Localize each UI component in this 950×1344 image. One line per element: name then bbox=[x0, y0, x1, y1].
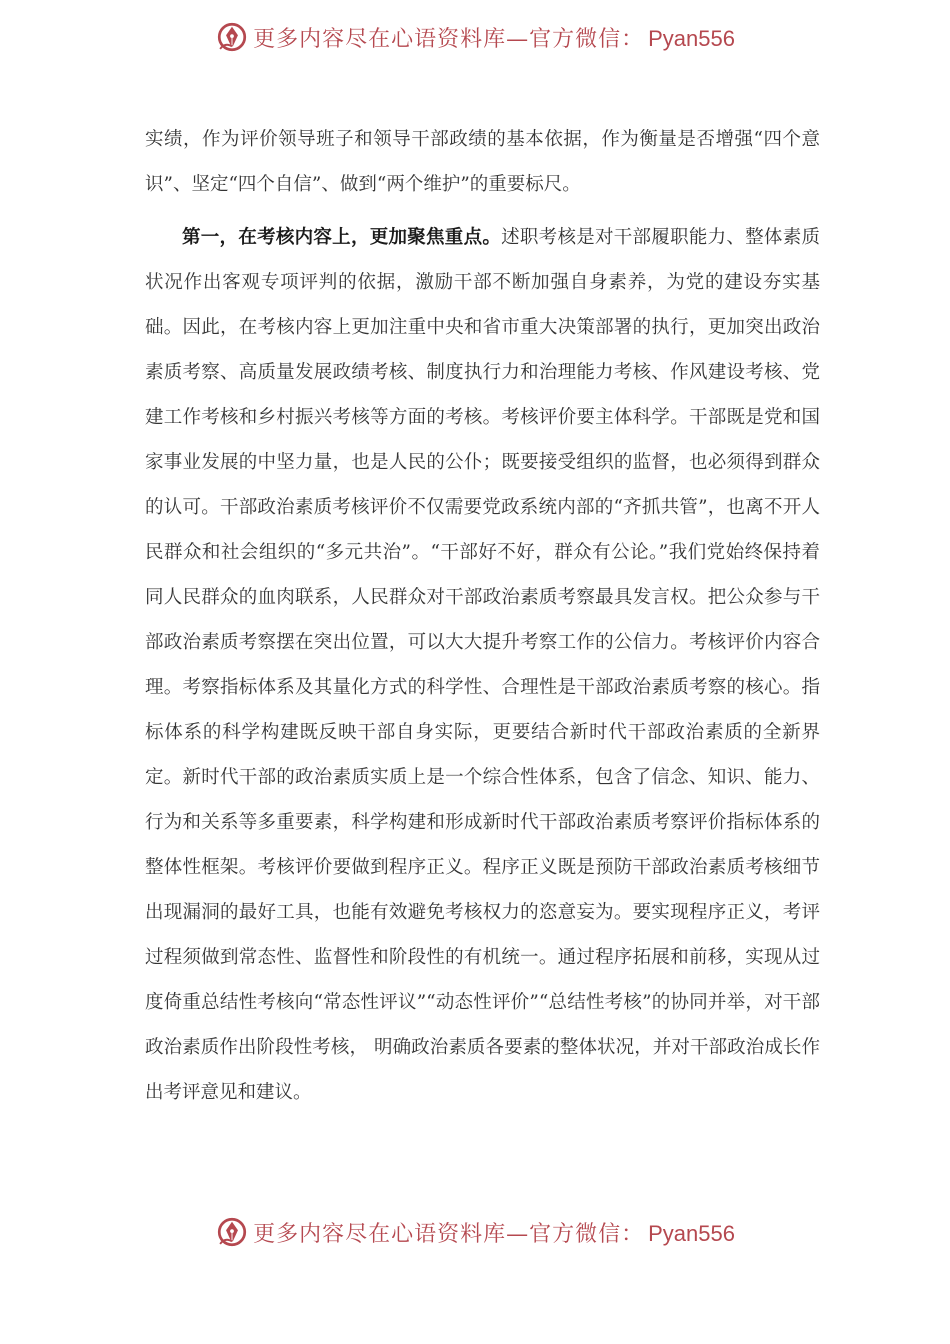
pen-nib-logo-icon bbox=[215, 1215, 249, 1249]
header-wechat-id: Pyan556 bbox=[648, 25, 735, 51]
paragraph-2 bbox=[145, 215, 820, 1115]
header-site-name: 更多内容尽在心语资料库—官方微信： bbox=[253, 26, 645, 52]
footer-banner bbox=[0, 1207, 950, 1257]
paragraph-1: 实绩，作为评价领导班子和领导干部政绩的基本依据，作为衡量是否增强“四个意识”、坚定“四个自信”、做到“两个维护”的重要标尺。 bbox=[145, 129, 820, 195]
header-banner-text bbox=[253, 22, 735, 53]
document-body bbox=[145, 117, 820, 1115]
footer-site-name: 更多内容尽在心语资料库—官方微信： bbox=[253, 1221, 645, 1247]
footer-wechat-id: Pyan556 bbox=[648, 1220, 735, 1246]
pen-nib-logo-icon bbox=[215, 20, 249, 54]
paragraph-2-heading: 第一，在考核内容上，更加聚焦重点。 bbox=[182, 227, 502, 248]
paragraph-2-text: 述职考核是对干部履职能力、整体素质状况作出客观专项评判的依据，激励干部不断加强自身素养，为党的建设夯实基础。因此，在考核内容上更加注重中央和省市重大决策部署的执行，更加突出政治素质考察、高质量发展政绩考核、制度执行力和治理能力考核、作风建设考核、党建工作考核和乡村振兴考核等方面的考核。考核评价要主体科学。干部既是党和国家事业发展的中坚力量，也是人民的公仆；既要接受组织的监督，也必须得到群众的认可。干部政治素质考核评价不仅需要党政系统内部的“齐抓共管”，也离不开人民群众和社会组织的“多元共治”。“干部好不好，群众有公论。”我们党始终保持着同人民群众的血肉联系，人民群众对干部政治素质考察最具发言权。把公众参与干部政治素质考察摆在突出位置，可以大大提升考察工作的公信力。考核评价内容合理。考察指标体系及其量化方式的科学性、合理性是干部政治素质考察的核心。指标体系的科学构建既反映干部自身实际，更要结合新时代干部政治素质的全新界定。新时代干部的政治素质实质上是一个综合性体系，包含了信念、知识、能力、行为和关系等多重要素，科学构建和形成新时代干部政治素质考察评价指标体系的整体性框架。考核评价要做到程序正义。程序正义既是预防干部政治素质考核细节出现漏洞的最好工具，也能有效避免考核权力的恣意妄为。要实现程序正义，考评过程须做到常态性、监督性和阶段性的有机统一。通过程序拓展和前移，实现从过度倚重总结性考核向“常态性评议”“动态性评价”“总结性考核”的协同并举，对干部政治素质作出阶段性考核， 明确政治素质各要素的整体状况，并对干部政治成长作出考评意见和建议。 bbox=[145, 227, 820, 1103]
footer-banner-text bbox=[253, 1217, 735, 1248]
header-banner bbox=[0, 12, 950, 62]
